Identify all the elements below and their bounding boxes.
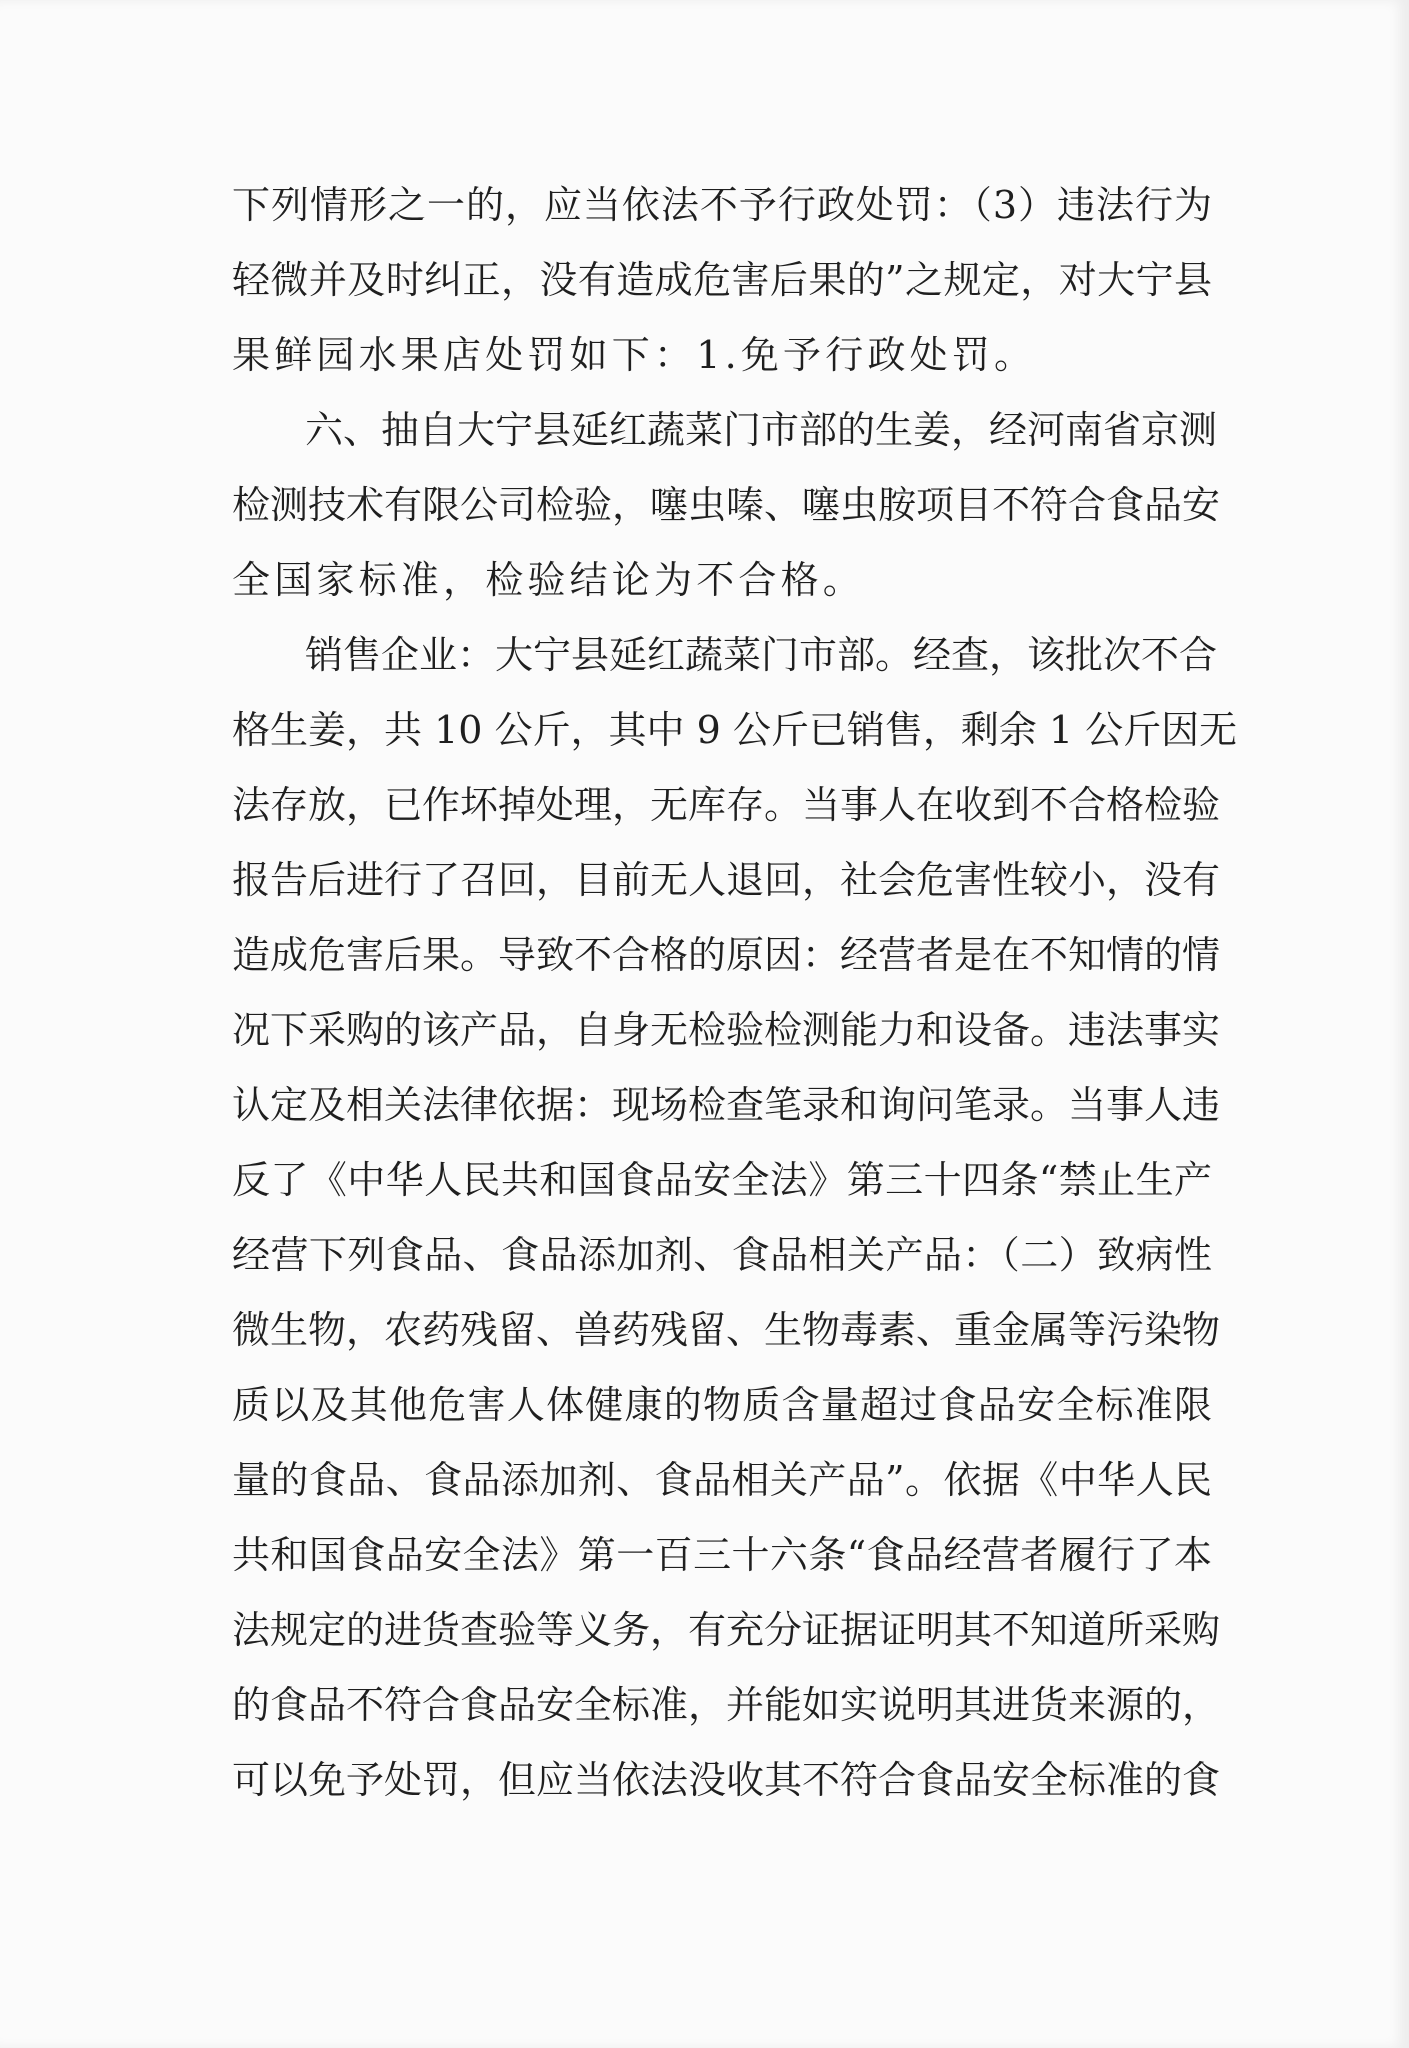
text-line: 量的食品、食品添加剂、食品相关产品”。依据《中华人民 — [232, 1458, 1212, 1502]
text-line: 微生物，农药残留、兽药残留、生物毒素、重金属等污染物 — [232, 1308, 1221, 1352]
text-line: 法存放，已作坏掉处理，无库存。当事人在收到不合格检验 — [232, 783, 1221, 827]
text-line: 可以免予处罚，但应当依法没收其不符合食品安全标准的食 — [232, 1758, 1221, 1802]
text-line: 报告后进行了召回，目前无人退回，社会危害性较小，没有 — [232, 858, 1221, 902]
text-line: 认定及相关法律依据：现场检查笔录和询问笔录。当事人违 — [232, 1083, 1221, 1127]
text-line: 检测技术有限公司检验，噻虫嗪、噻虫胺项目不符合食品安 — [232, 483, 1221, 527]
text-line: 格生姜，共 10 公斤，其中 9 公斤已销售，剩余 1 公斤因无 — [232, 708, 1238, 752]
text-line: 反了《中华人民共和国食品安全法》第三十四条“禁止生产 — [232, 1158, 1212, 1202]
text-line: 造成危害后果。导致不合格的原因：经营者是在不知情的情 — [232, 933, 1221, 977]
text-line: 轻微并及时纠正，没有造成危害后果的”之规定，对大宁县 — [232, 258, 1212, 302]
text-line: 的食品不符合食品安全标准，并能如实说明其进货来源的， — [232, 1683, 1221, 1727]
text-line: 质以及其他危害人体健康的物质含量超过食品安全标准限 — [232, 1383, 1212, 1427]
text-line: 共和国食品安全法》第一百三十六条“食品经营者履行了本 — [232, 1533, 1212, 1577]
text-line: 下列情形之一的，应当依法不予行政处罚：（3）违法行为 — [232, 183, 1212, 227]
text-line: 况下采购的该产品，自身无检验检测能力和设备。违法事实 — [232, 1008, 1221, 1052]
text-line: 六、抽自大宁县延红蔬菜门市部的生姜，经河南省京测 — [305, 408, 1218, 452]
text-line: 全国家标准，检验结论为不合格。 — [232, 558, 866, 602]
text-line: 法规定的进货查验等义务，有充分证据证明其不知道所采购 — [232, 1608, 1221, 1652]
text-line: 销售企业：大宁县延红蔬菜门市部。经查，该批次不合 — [305, 633, 1218, 677]
text-line: 经营下列食品、食品添加剂、食品相关产品：（二）致病性 — [232, 1233, 1212, 1277]
text-line: 果鲜园水果店处罚如下：1.免予行政处罚。 — [232, 333, 1037, 377]
